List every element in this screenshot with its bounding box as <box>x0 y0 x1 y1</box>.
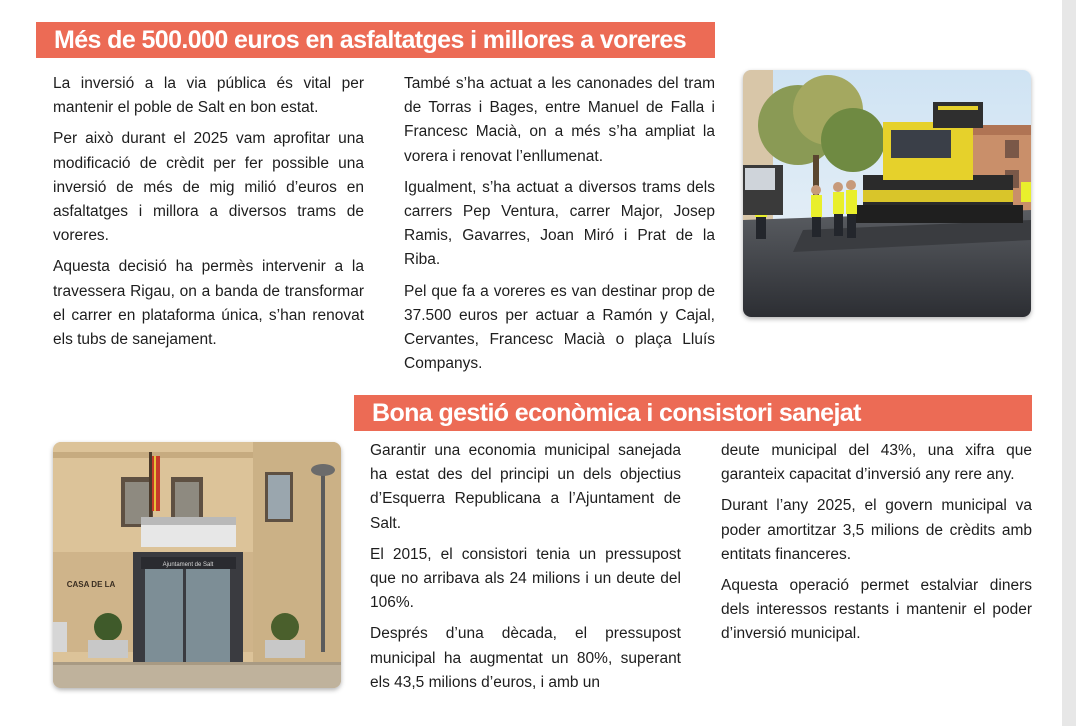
section2-column-1 <box>370 439 681 702</box>
section1-col2-paragraph-2: Igualment, s’ha actuat a diversos trams dels carrers Pep Ventura, carrer Major, Josep Ramis, Gavarres, Joan Miró i Prat de la Riba. <box>404 178 715 269</box>
page-edge <box>1062 0 1076 726</box>
town-hall-door-sign: Ajuntament de Salt <box>162 562 214 568</box>
section1-title-banner: Més de 500.000 euros en asfaltatges i millores a voreres <box>36 22 715 58</box>
section1-col1-paragraph-2: Per això durant el 2025 vam aprofitar una modificació de crèdit per fer possible una inversió de més de mig milió d’euros en asfaltatges i millora a diversos trams de voreres. <box>53 130 364 245</box>
section1-column-1 <box>53 72 364 359</box>
section2-col2-paragraph-2: Durant l’any 2025, el govern municipal va poder amortitzar 3,5 milions de crèdits amb entitats financeres. <box>721 497 1032 563</box>
section1-col2-paragraph-3: Pel que fa a voreres es van destinar prop de 37.500 euros per actuar a Ramón y Cajal, Cervantes, Francesc Macià o plaça Lluís Companys. <box>404 282 715 373</box>
section2-col1-paragraph-1: Garantir una economia municipal sanejada ha estat des del principi un dels objectius d’Esquerra Republicana a l’Ajuntament de Salt. <box>370 442 681 532</box>
asphalt-paving-photo <box>743 70 1031 317</box>
town-hall-photo <box>53 442 341 688</box>
section2-col2-paragraph-3: Aquesta operació permet estalviar diners dels interessos restants i mantenir el poder d’inversió municipal. <box>721 577 1032 643</box>
section2-column-2 <box>721 439 1032 654</box>
section2-title-banner: Bona gestió econòmica i consistori sanejat <box>354 395 1032 431</box>
section1-col1-paragraph-1: La inversió a la via pública és vital per mantenir el poble de Salt en bon estat. <box>53 75 364 117</box>
town-hall-facade-sign: CASA DE LA <box>66 580 116 589</box>
section2-col2-paragraph-1: deute municipal del 43%, una xifra que garanteix capacitat d’inversió any rere any. <box>721 442 1032 484</box>
section1-column-2 <box>404 72 715 383</box>
section2-col1-paragraph-2: El 2015, el consistori tenia un pressupost que no arribava als 24 milions i un deute del 106%. <box>370 545 681 612</box>
section2-col1-paragraph-3: Després d’una dècada, el pressupost municipal ha augmentat un 80%, superant els 43,5 milions d’euros, i amb un <box>370 625 681 691</box>
section1-col1-paragraph-3: Aquesta decisió ha permès intervenir a la travessera Rigau, on a banda de transformar el carrer en plataforma única, s’han renovat els tubs de sanejament. <box>53 258 364 349</box>
section1-col2-paragraph-1: També s’ha actuat a les canonades del tram de Torras i Bages, entre Manuel de Falla i Francesc Macià, on a més s’ha ampliat la vorera i renovat l’enllumenat. <box>404 75 715 165</box>
